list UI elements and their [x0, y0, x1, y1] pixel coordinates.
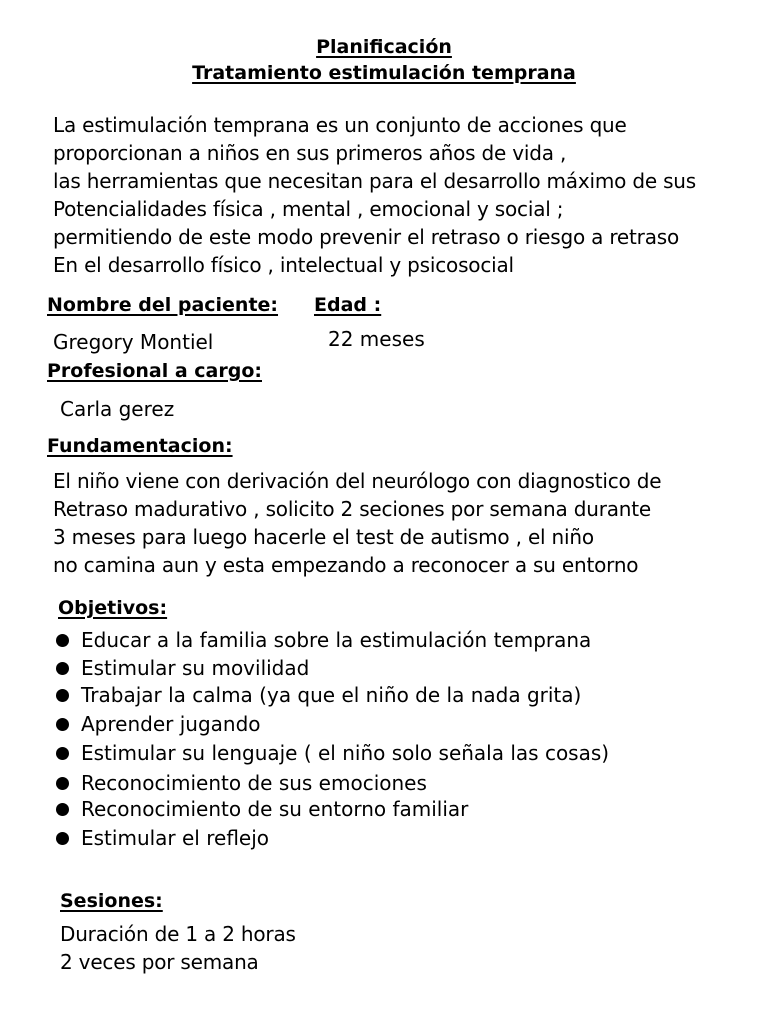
- professional-label: Profesional a cargo:: [47, 360, 262, 382]
- age-label: Edad :: [314, 294, 382, 316]
- objetivo-text: Reconocimiento de su entorno familiar: [81, 797, 469, 821]
- professional-name: Carla gerez: [60, 397, 175, 421]
- sesiones-paragraph: [60, 920, 296, 976]
- objetivo-text: Educar a la familia sobre la estimulación temprana: [81, 628, 592, 652]
- list-item: [56, 771, 427, 795]
- bullet-icon: [56, 777, 69, 790]
- objetivo-text: Estimular su movilidad: [81, 656, 310, 680]
- bullet-icon: [56, 634, 69, 647]
- bullet-icon: [56, 718, 69, 731]
- patient-name: Gregory Montiel: [53, 330, 214, 354]
- fundamentacion-line: El niño viene con derivación del neurólogo con diagnostico de: [53, 469, 662, 493]
- objetivo-text: Reconocimiento de sus emociones: [81, 771, 427, 795]
- intro-line: La estimulación temprana es un conjunto de acciones que: [53, 113, 627, 137]
- objetivo-text: Trabajar la calma (ya que el niño de la nada grita): [81, 683, 582, 707]
- objetivo-text: Estimular el reflejo: [81, 826, 270, 850]
- fundamentacion-line: Retraso madurativo , solicito 2 seciones por semana durante: [53, 497, 652, 521]
- fundamentacion-line: 3 meses para luego hacerle el test de autismo , el niño: [53, 525, 594, 549]
- bullet-icon: [56, 662, 69, 675]
- intro-line: Potencialidades física , mental , emocional y social ;: [53, 197, 564, 221]
- age-value: 22 meses: [328, 327, 425, 351]
- document-subtitle: Tratamiento estimulación temprana: [192, 62, 576, 84]
- intro-line: permitiendo de este modo prevenir el retraso o riesgo a retraso: [53, 225, 680, 249]
- list-item: [56, 741, 609, 765]
- intro-line: En el desarrollo físico , intelectual y psicosocial: [53, 253, 514, 277]
- list-item: [56, 826, 269, 850]
- list-item: [56, 656, 309, 680]
- fundamentacion-label: Fundamentacion:: [47, 435, 233, 457]
- bullet-icon: [56, 689, 69, 702]
- fundamentacion-line: no camina aun y esta empezando a reconocer a su entorno: [53, 553, 639, 577]
- list-item: [56, 628, 591, 652]
- list-item: [56, 683, 581, 707]
- document-title: Planificación: [316, 36, 452, 58]
- objetivo-text: Aprender jugando: [81, 712, 261, 736]
- intro-line: las herramientas que necesitan para el desarrollo máximo de sus: [53, 169, 696, 193]
- bullet-icon: [56, 803, 69, 816]
- sesiones-label: Sesiones:: [60, 890, 163, 912]
- intro-paragraph: [53, 111, 696, 279]
- bullet-icon: [56, 832, 69, 845]
- bullet-icon: [56, 747, 69, 760]
- sesiones-line: 2 veces por semana: [60, 950, 259, 974]
- intro-line: proporcionan a niños en sus primeros años de vida ,: [53, 141, 567, 165]
- list-item: [56, 797, 468, 821]
- fundamentacion-paragraph: [53, 467, 661, 579]
- objetivos-label: Objetivos:: [58, 597, 168, 619]
- objetivo-text: Estimular su lenguaje ( el niño solo señala las cosas): [81, 741, 610, 765]
- list-item: [56, 712, 261, 736]
- sesiones-line: Duración de 1 a 2 horas: [60, 922, 296, 946]
- patient-label: Nombre del paciente:: [47, 294, 279, 316]
